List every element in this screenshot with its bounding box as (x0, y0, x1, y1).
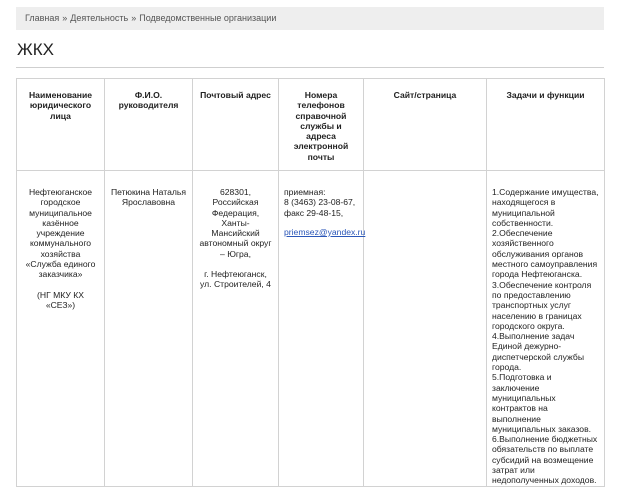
organizations-table (16, 78, 605, 487)
task-item: 4.Выполнение задач Единой дежурно-диспетчерской службы города. (492, 331, 585, 373)
cell-site (364, 171, 487, 487)
column-header-site: Сайт/страница (364, 79, 487, 171)
column-header-org-name: Наименование юридического лица (17, 79, 105, 171)
column-header-director: Ф.И.О. руководителя (105, 79, 193, 171)
column-header-contacts: Номера телефонов справочной службы и адреса электронной почты (279, 79, 364, 171)
org-full-name: Нефтеюганское городское муниципальное казённое учреждение коммунального хозяйства «Служба единого заказчика» (25, 187, 96, 280)
fax-number: факс 29-48-15, (284, 207, 344, 218)
table-header-row (17, 79, 605, 171)
email-link[interactable]: priemsez@yandex.ru (284, 226, 366, 237)
breadcrumb-link-activity[interactable]: Деятельность (70, 13, 129, 23)
address-city: г. Нефтеюганск, ул. Строителей, 4 (200, 269, 271, 290)
address-main: 628301, Российская Федерация, Ханты-Мансийский автономный округ – Югра, (199, 187, 272, 259)
cell-tasks (487, 171, 605, 487)
task-item: 1.Содержание имущества, находящегося в муниципальной собственности. (492, 187, 599, 228)
phone-label: приемная: (284, 187, 326, 197)
title-divider (16, 67, 604, 68)
table-row (17, 171, 605, 487)
task-item: 5.Подготовка и заключение муниципальных контрактов на выполнение муниципальных заказов. (492, 372, 592, 434)
breadcrumb (16, 7, 604, 30)
column-header-address: Почтовый адрес (193, 79, 279, 171)
cell-contacts (279, 171, 364, 487)
org-abbreviation: (НГ МКУ КХ «СЕЗ») (37, 289, 84, 310)
cell-org-name (17, 171, 105, 487)
organizations-table-container (16, 78, 604, 487)
column-header-tasks: Задачи и функции (487, 79, 605, 171)
task-item: 6.Выполнение бюджетных обязательств по выплате субсидий на возмещение затрат или недополученных доходов. (492, 434, 598, 486)
breadcrumb-link-home[interactable]: Главная (25, 13, 60, 23)
task-item: 2.Обеспечение хозяйственного обслуживания органов местного самоуправления города Нефтеюганска. (492, 228, 598, 280)
breadcrumb-separator: » (62, 13, 68, 23)
cell-director (105, 171, 193, 487)
breadcrumb-current: Подведомственные организации (139, 13, 277, 23)
breadcrumb-separator: » (131, 13, 137, 23)
page-title: ЖКХ (17, 40, 54, 59)
task-item: 3.Обеспечение контроля по предоставлению транспортных услуг населению в границах городского округа. (492, 279, 592, 331)
director-name: Петюкина Наталья Ярославовна (110, 187, 187, 208)
cell-address (193, 171, 279, 487)
phone-number: 8 (3463) 23-08-67, (284, 197, 356, 208)
